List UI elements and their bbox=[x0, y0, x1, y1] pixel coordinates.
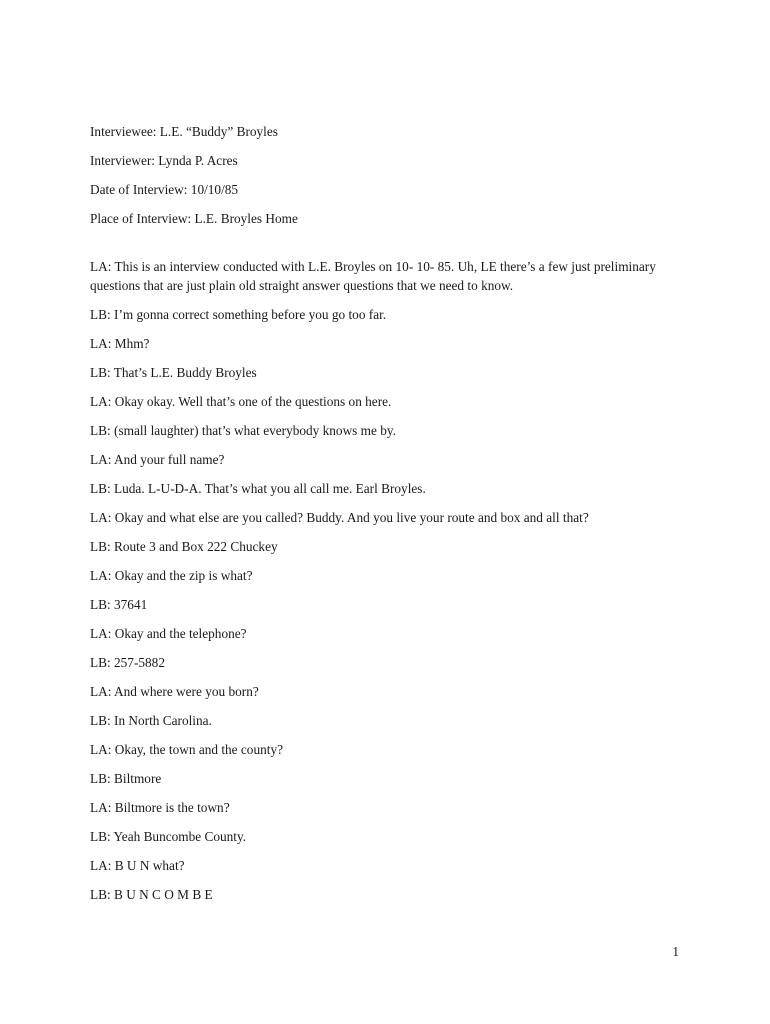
transcript-line: LA: Biltmore is the town? bbox=[90, 800, 230, 815]
transcript-line: LA: Okay and what else are you called? Buddy. And you live your route and box and all that? bbox=[90, 510, 589, 525]
page-number: 1 bbox=[672, 944, 679, 959]
transcript-line: LB: Biltmore bbox=[90, 771, 162, 786]
place-line: Place of Interview: L.E. Broyles Home bbox=[90, 211, 298, 226]
transcript-line: LA: B U N what? bbox=[90, 858, 185, 873]
transcript-line: LB: In North Carolina. bbox=[90, 713, 212, 728]
transcript-line: LA: This is an interview conducted with L.E. Broyles on 10- 10- 85. Uh, LE there’s a few just preliminary questions that are just plain old straight answer questions that we need to know. bbox=[90, 259, 656, 293]
transcript-line: LB: (small laughter) that’s what everybody knows me by. bbox=[90, 423, 397, 438]
transcript-line: LA: Okay, the town and the county? bbox=[90, 742, 283, 757]
date-line: Date of Interview: 10/10/85 bbox=[90, 182, 239, 197]
transcript-line: LA: Mhm? bbox=[90, 336, 150, 351]
transcript-line: LB: Route 3 and Box 222 Chuckey bbox=[90, 539, 278, 554]
document-body bbox=[90, 122, 690, 914]
transcript bbox=[90, 257, 690, 904]
transcript-line: LA: Okay and the zip is what? bbox=[90, 568, 253, 583]
transcript-line: LB: I’m gonna correct something before you go too far. bbox=[90, 307, 387, 322]
transcript-line: LB: B U N C O M B E bbox=[90, 887, 213, 902]
transcript-line: LB: That’s L.E. Buddy Broyles bbox=[90, 365, 257, 380]
transcript-line: LA: And where were you born? bbox=[90, 684, 259, 699]
transcript-line: LB: 257-5882 bbox=[90, 655, 165, 670]
interviewee-line: Interviewee: L.E. “Buddy” Broyles bbox=[90, 124, 278, 139]
transcript-line: LA: And your full name? bbox=[90, 452, 225, 467]
interview-header bbox=[90, 122, 690, 228]
transcript-line: LB: Luda. L-U-D-A. That’s what you all call me. Earl Broyles. bbox=[90, 481, 426, 496]
transcript-line: LB: Yeah Buncombe County. bbox=[90, 829, 247, 844]
interviewer-line: Interviewer: Lynda P. Acres bbox=[90, 153, 238, 168]
transcript-line: LA: Okay and the telephone? bbox=[90, 626, 247, 641]
transcript-line: LB: 37641 bbox=[90, 597, 148, 612]
transcript-line: LA: Okay okay. Well that’s one of the questions on here. bbox=[90, 394, 392, 409]
